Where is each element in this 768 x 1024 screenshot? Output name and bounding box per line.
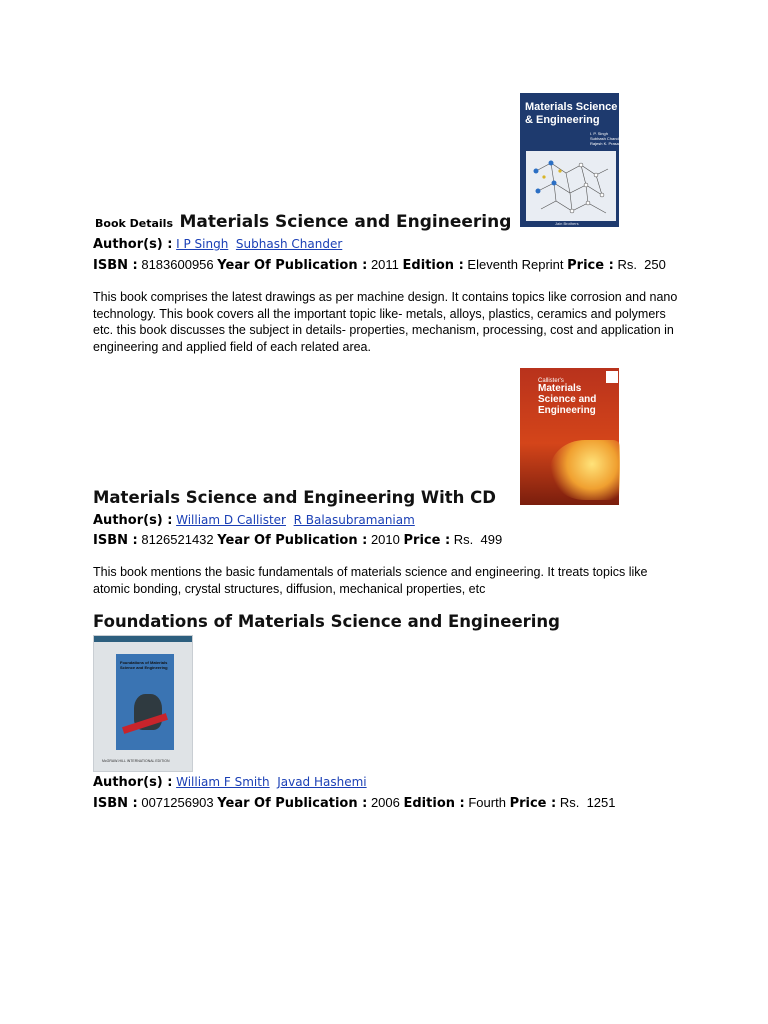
- author-link[interactable]: Subhash Chander: [235, 237, 343, 251]
- isbn-label: ISBN :: [93, 796, 138, 811]
- edition-label: Edition :: [402, 258, 464, 273]
- edition-value: Eleventh Reprint: [467, 257, 564, 272]
- cover-title: Materials Science and Engineering: [538, 383, 597, 416]
- price-label: Price :: [403, 533, 451, 548]
- year-value: 2006: [370, 795, 400, 810]
- book2-details-row: [93, 532, 502, 548]
- author-link[interactable]: R Balasubramaniam: [293, 513, 415, 527]
- edition-label: Edition :: [403, 796, 465, 811]
- price-value: Rs. 1251: [559, 795, 616, 810]
- book3-details-row: [93, 795, 616, 811]
- price-label: Price :: [509, 796, 557, 811]
- year-value: 2011: [370, 257, 399, 272]
- book1-heading: [95, 212, 511, 232]
- cover-publisher: McGRAW-HILL INTERNATIONAL EDITION: [102, 759, 170, 763]
- book-cover-image[interactable]: [520, 368, 619, 505]
- edition-value: Fourth: [468, 795, 506, 810]
- book-cover-image[interactable]: [520, 93, 623, 227]
- author-link[interactable]: William F Smith: [176, 775, 270, 789]
- author-link[interactable]: Javad Hashemi: [277, 775, 367, 789]
- book-cover-image[interactable]: [93, 635, 193, 772]
- book1-details-row: [93, 257, 666, 273]
- book1-title: Materials Science and Engineering: [179, 212, 512, 232]
- isbn-value: 8183600956: [141, 257, 214, 272]
- cover-illustration: [116, 654, 174, 750]
- cover-series: Callister's: [538, 378, 564, 384]
- authors-label: Author(s) :: [93, 513, 173, 528]
- year-label: Year Of Publication :: [217, 533, 368, 548]
- book1-description: This book comprises the latest drawings as per machine design. It contains topics like corrosion and nano technology. This book covers all the important topic like- metals, alloys, plastics, ceramics and polymers etc. this book discusses the subject in details- properties, mechanism, processing, cost and application in engineering and applied field of each related area.: [93, 290, 678, 354]
- cover-authors: I. P. Singh Subhash Chander Rajesh K. Prasad: [590, 131, 623, 146]
- authors-label: Author(s) :: [93, 775, 173, 790]
- book3-authors-row: [93, 774, 371, 790]
- price-value: Rs. 499: [453, 532, 503, 547]
- price-value: Rs. 250: [617, 257, 666, 272]
- isbn-label: ISBN :: [93, 533, 138, 548]
- isbn-value: 8126521432: [141, 532, 214, 547]
- year-label: Year Of Publication :: [217, 796, 368, 811]
- author-link[interactable]: I P Singh: [176, 237, 229, 251]
- book2-authors-row: [93, 512, 419, 528]
- author-link[interactable]: William D Callister: [176, 513, 286, 527]
- cover-top-band: [94, 636, 192, 642]
- cover-title: Foundations of Materials Science and Engineering: [120, 660, 168, 670]
- book1-authors-row: [93, 236, 346, 252]
- cover-title: Materials Science & Engineering: [525, 101, 618, 126]
- authors-label: Author(s) :: [93, 237, 173, 252]
- price-label: Price :: [567, 258, 614, 273]
- cover-illustration: [550, 440, 620, 500]
- year-value: 2010: [370, 532, 400, 547]
- publisher-logo-icon: [606, 371, 618, 383]
- cover-publisher: Jain Brothers: [555, 221, 579, 226]
- book3-title: Foundations of Materials Science and Engineering: [93, 612, 560, 631]
- book2-description: This book mentions the basic fundamentals of materials science and engineering. It treats topics like atomic bonding, crystal structures, diffusion, mechanical properties, etc: [93, 565, 648, 596]
- isbn-label: ISBN :: [93, 258, 138, 273]
- book-details-label: Book Details: [95, 217, 174, 230]
- cover-illustration: [526, 151, 616, 221]
- book2-title: Materials Science and Engineering With CD: [93, 488, 496, 507]
- year-label: Year Of Publication :: [217, 258, 368, 273]
- isbn-value: 0071256903: [141, 795, 214, 810]
